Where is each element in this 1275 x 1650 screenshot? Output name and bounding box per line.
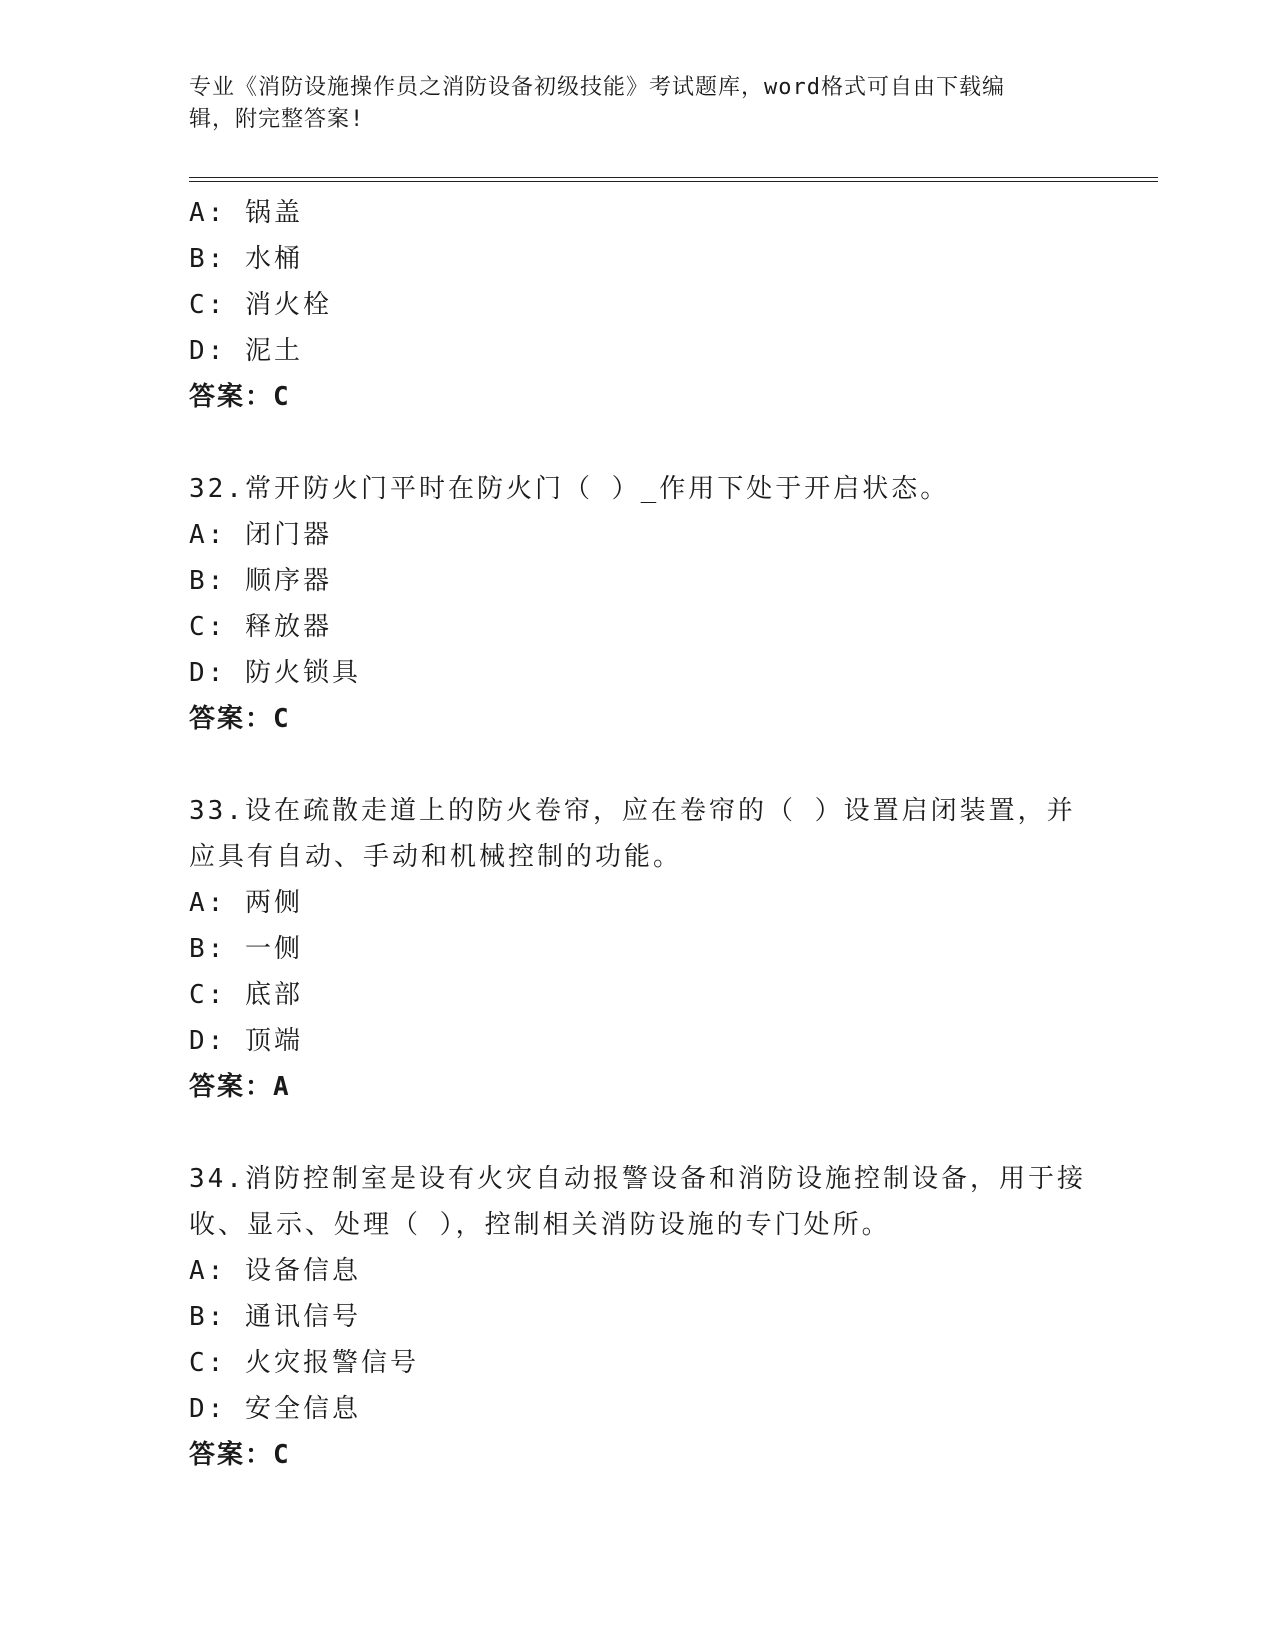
option-a: A: 两侧 (189, 888, 303, 918)
option-c: C: 底部 (189, 980, 303, 1010)
answer-line: 答案：C (189, 704, 291, 734)
answer-line: 答案：C (189, 1440, 291, 1470)
question-block-32 (189, 466, 1089, 742)
question-stem: 32.常开防火门平时在防火门（ ）_作用下处于开启状态。 (189, 474, 950, 504)
question-list (189, 190, 1089, 1478)
question-stem: 34.消防控制室是设有火灾自动报警设备和消防设施控制设备，用于接 (189, 1164, 1086, 1194)
spacer (189, 742, 1089, 788)
option-d: D: 防火锁具 (189, 658, 361, 688)
question-stem-continued: 收、显示、处理（ ），控制相关消防设施的专门处所。 (189, 1210, 891, 1240)
option-b: B: 顺序器 (189, 566, 332, 596)
option-b: B: 一侧 (189, 934, 303, 964)
spacer (189, 420, 1089, 466)
option-a: A: 设备信息 (189, 1256, 361, 1286)
spacer (189, 1110, 1089, 1156)
header-divider (189, 177, 1158, 178)
page-header (189, 72, 1089, 136)
question-stem-continued: 应具有自动、手动和机械控制的功能。 (189, 842, 683, 872)
header-line-2: 辑，附完整答案! (189, 107, 365, 132)
option-c: C: 消火栓 (189, 290, 332, 320)
option-a: A: 闭门器 (189, 520, 332, 550)
option-a: A: 锅盖 (189, 198, 303, 228)
question-block-prev (189, 190, 1089, 420)
option-d: D: 安全信息 (189, 1394, 361, 1424)
answer-line: 答案：C (189, 382, 291, 412)
option-d: D: 顶端 (189, 1026, 303, 1056)
question-block-34 (189, 1156, 1089, 1478)
option-d: D: 泥土 (189, 336, 303, 366)
answer-line: 答案：A (189, 1072, 291, 1102)
option-c: C: 释放器 (189, 612, 332, 642)
option-c: C: 火灾报警信号 (189, 1348, 419, 1378)
question-stem: 33.设在疏散走道上的防火卷帘，应在卷帘的（ ）设置启闭装置，并 (189, 796, 1076, 826)
header-line-1: 专业《消防设施操作员之消防设备初级技能》考试题库，word格式可自由下载编 (189, 75, 1005, 100)
option-b: B: 通讯信号 (189, 1302, 361, 1332)
question-block-33 (189, 788, 1089, 1110)
header-divider-secondary (189, 181, 1158, 182)
option-b: B: 水桶 (189, 244, 303, 274)
